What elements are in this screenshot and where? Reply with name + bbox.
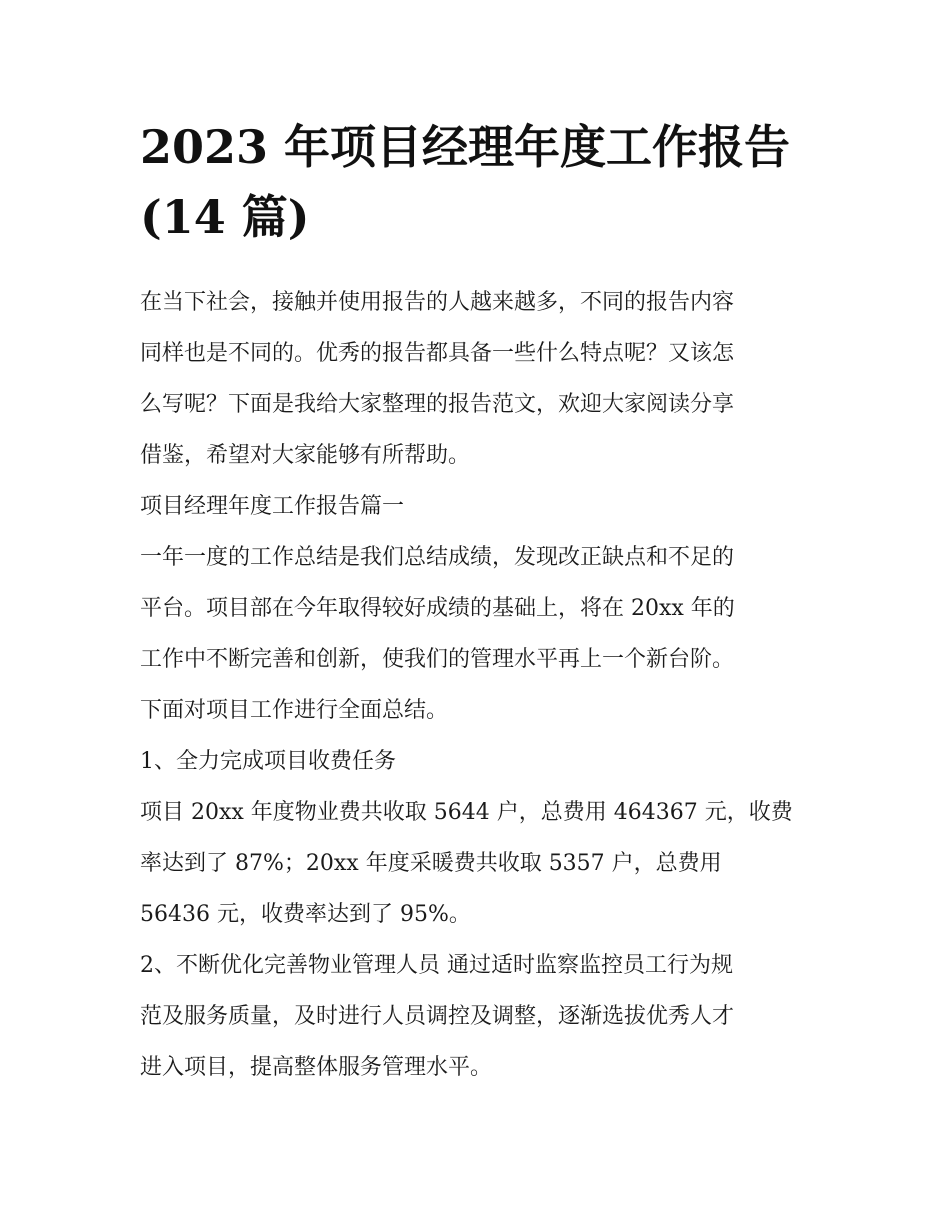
text-line: 么写呢？下面是我给大家整理的报告范文，欢迎大家阅读分享 xyxy=(140,392,735,417)
body-paragraph xyxy=(140,787,812,940)
text-line: 借鉴，希望对大家能够有所帮助。 xyxy=(140,443,471,468)
text-line: 下面对项目工作进行全面总结。 xyxy=(140,698,449,723)
body-paragraph xyxy=(140,940,812,1093)
list-item-heading xyxy=(140,736,812,787)
document-content xyxy=(140,112,812,1093)
section-heading xyxy=(140,481,812,532)
body-paragraph xyxy=(140,532,812,736)
text-line: 一年一度的工作总结是我们总结成绩，发现改正缺点和不足的 xyxy=(140,545,735,570)
text-line: 项目 20xx 年度物业费共收取 5644 户，总费用 464367 元，收费 xyxy=(140,800,793,825)
document-body xyxy=(140,277,812,1093)
intro-paragraph xyxy=(140,277,812,481)
text-line: 进入项目，提高整体服务管理水平。 xyxy=(140,1055,493,1080)
text-line: 率达到了 87%；20xx 年度采暖费共收取 5357 户，总费用 xyxy=(140,851,722,876)
text-line: 56436 元，收费率达到了 95%。 xyxy=(140,902,471,927)
text-line: 项目经理年度工作报告篇一 xyxy=(140,494,405,519)
title-line: 2023 年项目经理年度工作报告 xyxy=(140,120,791,174)
text-line: 工作中不断完善和创新，使我们的管理水平再上一个新台阶。 xyxy=(140,647,735,672)
title-line: (14 篇) xyxy=(140,190,310,244)
text-line: 2、不断优化完善物业管理人员 通过适时监察监控员工行为规 xyxy=(140,953,733,978)
text-line: 在当下社会，接触并使用报告的人越来越多，不同的报告内容 xyxy=(140,290,735,315)
text-line: 同样也是不同的。优秀的报告都具备一些什么特点呢？又该怎 xyxy=(140,341,735,366)
text-line: 范及服务质量，及时进行人员调控及调整，逐渐选拔优秀人才 xyxy=(140,1004,735,1029)
text-line: 平台。项目部在今年取得较好成绩的基础上，将在 20xx 年的 xyxy=(140,596,735,621)
document-title xyxy=(140,112,812,252)
text-line: 1、全力完成项目收费任务 xyxy=(140,749,396,774)
